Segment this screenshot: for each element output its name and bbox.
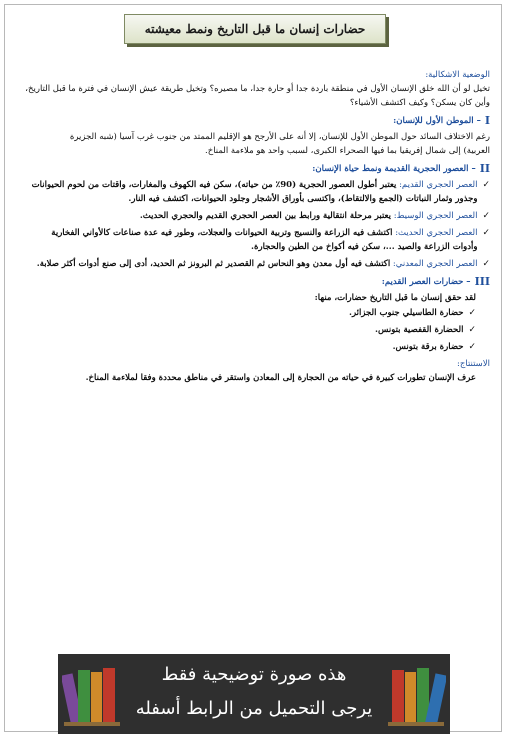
section-number: II bbox=[479, 162, 490, 175]
civilization-item: حضارة برقة بتونس. bbox=[392, 342, 464, 352]
checkmark-icon: ✓ bbox=[482, 211, 490, 221]
list-item bbox=[16, 257, 490, 271]
page-title bbox=[124, 14, 386, 44]
section-number: III bbox=[474, 275, 490, 288]
page-title-text: حضارات إنسان ما قبل التاريخ ونمط معيشته bbox=[144, 22, 366, 36]
problem-section bbox=[16, 68, 490, 110]
conclusion-heading: الاستنتاج: bbox=[457, 359, 490, 369]
civilization-item: حضارة الطاسيلي جنوب الجزائر. bbox=[348, 308, 464, 318]
books-icon bbox=[386, 660, 446, 728]
list-item bbox=[16, 340, 490, 354]
era-text: اكتشف فيه الزراعة والنسيج وتربية الحيوانات والعجلات، وطور فيه عدة صناعات كالأواني الفخارية bbox=[51, 228, 393, 238]
section-number: I bbox=[484, 114, 490, 127]
era-text: يعتبر أطول العصور الحجرية (90٪ من حياته)، سكن فيه الكهوف والمغارات، واقتات من لحوم الحيوانات bbox=[31, 180, 397, 190]
preview-banner bbox=[58, 654, 450, 734]
era-text: وأدوات الزراعة والصيد ...، سكن فيه أكواخ من الطين والحجارة. bbox=[251, 242, 478, 252]
era-text: اكتشف فيه أول معدن وهو النحاس ثم القصدير ثم البرونز ثم الحديد، أدى إلى صنع أدوات أكثر صلابة. bbox=[36, 259, 391, 269]
checkmark-icon: ✓ bbox=[482, 259, 490, 269]
section-1 bbox=[16, 114, 490, 158]
section-2-heading bbox=[16, 162, 490, 176]
section-1-line: العربية) إلى شمال إفريقيا بما فيها الصحراء الكبرى، لسبب واحد هو ملاءمة المناخ. bbox=[205, 146, 490, 156]
section-3 bbox=[16, 275, 490, 354]
section-1-line: رغم الاختلاف السائد حول الموطن الأول للإنسان، إلا أنه على الأرجح هو الإقليم الممتد من جنوب غرب آسيا (شبه الجزيرة bbox=[69, 132, 490, 142]
list-item bbox=[16, 226, 490, 254]
section-3-heading bbox=[16, 275, 490, 289]
era-label: العصر الحجري القديم: bbox=[399, 180, 478, 190]
list-item bbox=[16, 178, 490, 206]
list-item bbox=[16, 306, 490, 320]
problem-line: تخيل لو أن الله خلق الإنسان الأول في منطقة باردة جدا أو حارة جدا، ما مصيره؟ وتخيل طريقة عيش الإنسان في فترة ما قبل التاريخ، bbox=[25, 84, 490, 94]
document-body bbox=[16, 68, 490, 385]
checkmark-icon: ✓ bbox=[468, 308, 476, 318]
books-icon bbox=[62, 660, 122, 728]
checkmark-icon: ✓ bbox=[468, 342, 476, 352]
checkmark-icon: ✓ bbox=[468, 325, 476, 335]
era-label: العصر الحجري الحديث: bbox=[395, 228, 478, 238]
banner-line: يرجى التحميل من الرابط أسفله bbox=[135, 698, 373, 719]
era-text: يعتبر مرحلة انتقالية ورابط بين العصر الحجري القديم والحجري الحديث. bbox=[139, 211, 391, 221]
banner-line: هذه صورة توضيحية فقط bbox=[161, 664, 347, 685]
conclusion-text: عرف الإنسان تطورات كبيرة في حياته من الحجارة إلى المعادن واستقر في مناطق محددة وفقا لملاءمة المناخ. bbox=[85, 373, 476, 383]
section-title: – حضارات العصر القديم: bbox=[381, 277, 471, 287]
civilization-item: الحضارة القفصية بتونس. bbox=[375, 325, 464, 335]
era-label: العصر الحجري المعدني: bbox=[392, 259, 478, 269]
section-title: – الموطن الأول للإنسان: bbox=[393, 116, 481, 126]
checkmark-icon: ✓ bbox=[482, 228, 490, 238]
section-1-heading bbox=[16, 114, 490, 128]
era-label: العصر الحجري الوسيط: bbox=[393, 211, 478, 221]
problem-line: وأين كان يسكن؟ وكيف اكتشف الأشياء؟ bbox=[349, 98, 490, 108]
section-2 bbox=[16, 162, 490, 271]
list-item bbox=[16, 209, 490, 223]
section-3-intro: لقد حقق إنسان ما قبل التاريخ حضارات، منها: bbox=[314, 293, 476, 303]
conclusion-section bbox=[16, 357, 490, 385]
era-text: وجذور وثمار النباتات (الجمع والالتقاط)، واكتسى بأوراق الأشجار وجلود الحيوانات، اكتشف فيه النار. bbox=[128, 194, 478, 204]
checkmark-icon: ✓ bbox=[482, 180, 490, 190]
list-item bbox=[16, 323, 490, 337]
section-title: – العصور الحجرية القديمة ونمط حياة الإنسان: bbox=[312, 164, 476, 174]
problem-heading: الوضعية الاشكالية: bbox=[425, 70, 490, 80]
